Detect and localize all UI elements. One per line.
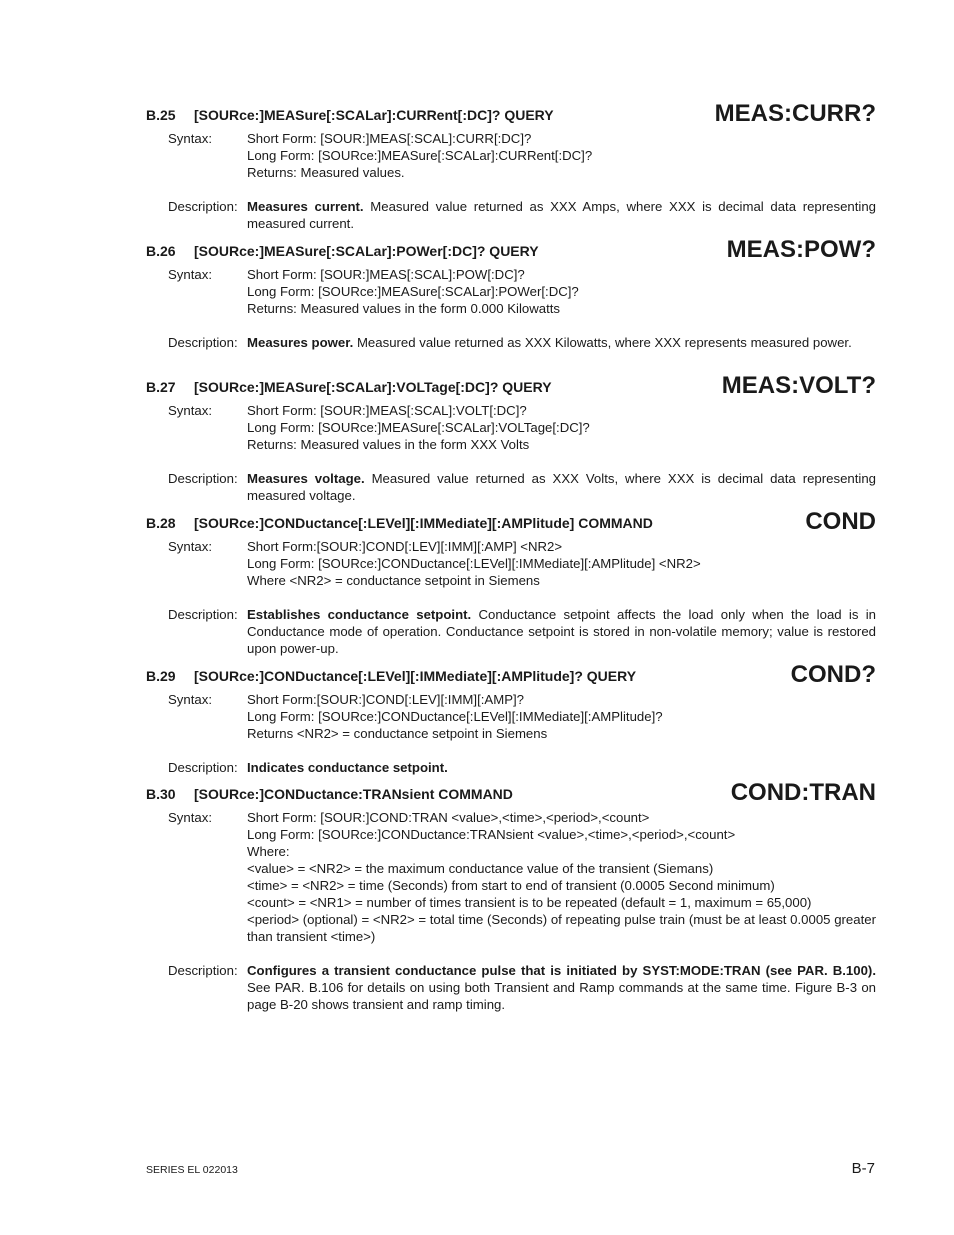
section-number: B.25 (146, 107, 176, 123)
returns-line: Returns <NR2> = conductance setpoint in Siemens (247, 726, 548, 741)
section-title: [SOURce:]CONDuctance:TRANsient COMMAND (194, 786, 513, 802)
syntax-block (146, 691, 876, 742)
returns-line: Returns: Measured values in the form XXX Volts (247, 437, 530, 452)
section-number: B.26 (146, 243, 176, 259)
command-mnemonic: COND (805, 508, 876, 535)
syntax-block (146, 809, 876, 945)
description-lead: Indicates conductance setpoint. (247, 760, 448, 775)
long-form-line: Long Form: [SOURce:]CONDuctance[:LEVel][:IMMediate][:AMPlitude] <NR2> (247, 556, 701, 571)
description-label: Description: (168, 963, 238, 978)
description-label: Description: (168, 471, 238, 486)
section-b25 (146, 99, 876, 232)
command-mnemonic: MEAS:POW? (726, 236, 876, 263)
section-b28 (146, 507, 876, 657)
short-form-line: Short Form:[SOUR:]COND[:LEV][:IMM][:AMP]? (247, 692, 524, 707)
short-form-line: Short Form: [SOUR:]MEAS[:SCAL]:POW[:DC]? (247, 267, 525, 282)
description-block (146, 962, 876, 1013)
time-param-line: <time> = <NR2> = time (Seconds) from start to end of transient (0.0005 Second minimum) (247, 878, 775, 893)
syntax-label: Syntax: (168, 810, 212, 825)
syntax-block (146, 130, 876, 181)
section-heading (146, 371, 876, 397)
section-title: [SOURce:]MEASure[:SCALar]:CURRent[:DC]? QUERY (194, 107, 554, 123)
description-text: Conductance setpoint affects the load only when the load is in Conductance mode of operation. Conductance setpoint is stored in non-volatile memory; value is restored upon power-up. (247, 607, 876, 656)
description-label: Description: (168, 760, 238, 775)
description-block (146, 606, 876, 657)
syntax-label: Syntax: (168, 692, 212, 707)
long-form-line: Long Form: [SOURce:]MEASure[:SCALar]:VOLTage[:DC]? (247, 420, 590, 435)
section-heading (146, 507, 876, 533)
description-lead: Configures a transient conductance pulse that is initiated by SYST:MODE:TRAN (see PAR. B.100). (247, 963, 876, 978)
syntax-label: Syntax: (168, 267, 212, 282)
section-heading (146, 99, 876, 125)
long-form-line: Long Form: [SOURce:]CONDuctance:TRANsient <value>,<time>,<period>,<count> (247, 827, 736, 842)
section-number: B.27 (146, 379, 176, 395)
long-form-line: Long Form: [SOURce:]MEASure[:SCALar]:CURRent[:DC]? (247, 148, 593, 163)
section-number: B.30 (146, 786, 176, 802)
footer-series-code: SERIES EL 022013 (146, 1164, 238, 1176)
description-block (146, 470, 876, 504)
description-label: Description: (168, 607, 238, 622)
description-label: Description: (168, 335, 238, 350)
where-line: Where: (247, 844, 290, 859)
value-param-line: <value> = <NR2> = the maximum conductance value of the transient (Siemans) (247, 861, 714, 876)
long-form-line: Long Form: [SOURce:]CONDuctance[:LEVel][:IMMediate][:AMPlitude]? (247, 709, 663, 724)
section-number: B.28 (146, 515, 176, 531)
section-heading (146, 660, 876, 686)
section-b27 (146, 371, 876, 504)
description-label: Description: (168, 199, 238, 214)
section-number: B.29 (146, 668, 176, 684)
section-b30 (146, 778, 876, 1013)
description-text: Measured value returned as XXX Amps, where XXX is decimal data representing measured current. (247, 199, 876, 231)
section-b26 (146, 235, 876, 351)
syntax-block (146, 266, 876, 317)
period-param-line: <period> (optional) = <NR2> = total time (Seconds) of repeating pulse train (must be at least 0.0005 greater than transient <time>) (247, 912, 876, 944)
short-form-line: Short Form: [SOUR:]MEAS[:SCAL]:VOLT[:DC]? (247, 403, 527, 418)
command-mnemonic: MEAS:CURR? (714, 100, 876, 127)
syntax-block (146, 538, 876, 589)
section-heading (146, 778, 876, 804)
section-title: [SOURce:]CONDuctance[:LEVel][:IMMediate][:AMPlitude] COMMAND (194, 515, 653, 531)
short-form-line: Short Form: [SOUR:]MEAS[:SCAL]:CURR[:DC]? (247, 131, 532, 146)
description-text: Measured value returned as XXX Kilowatts, where XXX represents measured power. (353, 335, 852, 350)
section-title: [SOURce:]MEASure[:SCALar]:POWer[:DC]? QUERY (194, 243, 539, 259)
section-b29 (146, 660, 876, 776)
description-block (146, 198, 876, 232)
short-form-line: Short Form:[SOUR:]COND[:LEV][:IMM][:AMP] <NR2> (247, 539, 563, 554)
description-lead: Measures power. (247, 335, 354, 350)
long-form-line: Long Form: [SOURce:]MEASure[:SCALar]:POWer[:DC]? (247, 284, 579, 299)
description-block (146, 759, 876, 776)
count-param-line: <count> = <NR1> = number of times transient is to be repeated (default = 1, maximum = 65,000) (247, 895, 812, 910)
section-heading (146, 235, 876, 261)
command-mnemonic: COND? (790, 661, 876, 688)
returns-line: Returns: Measured values. (247, 165, 405, 180)
description-lead: Measures voltage. (247, 471, 365, 486)
short-form-line: Short Form: [SOUR:]COND:TRAN <value>,<time>,<period>,<count> (247, 810, 650, 825)
footer-page-number: B-7 (851, 1160, 875, 1177)
description-text: Measured value returned as XXX Volts, where XXX is decimal data representing measured voltage. (247, 471, 876, 503)
section-title: [SOURce:]MEASure[:SCALar]:VOLTage[:DC]? QUERY (194, 379, 552, 395)
description-block (146, 334, 876, 351)
description-lead: Establishes conductance setpoint. (247, 607, 472, 622)
where-line: Where <NR2> = conductance setpoint in Siemens (247, 573, 540, 588)
syntax-block (146, 402, 876, 453)
command-mnemonic: COND:TRAN (730, 779, 876, 806)
description-lead: Measures current. (247, 199, 364, 214)
section-title: [SOURce:]CONDuctance[:LEVel][:IMMediate][:AMPlitude]? QUERY (194, 668, 637, 684)
syntax-label: Syntax: (168, 403, 212, 418)
syntax-label: Syntax: (168, 131, 212, 146)
syntax-label: Syntax: (168, 539, 212, 554)
returns-line: Returns: Measured values in the form 0.000 Kilowatts (247, 301, 560, 316)
description-text: See PAR. B.106 for details on using both Transient and Ramp commands at the same time. Figure B-3 on page B-20 shows transient and ramp timing. (247, 980, 876, 1012)
command-mnemonic: MEAS:VOLT? (721, 372, 876, 399)
